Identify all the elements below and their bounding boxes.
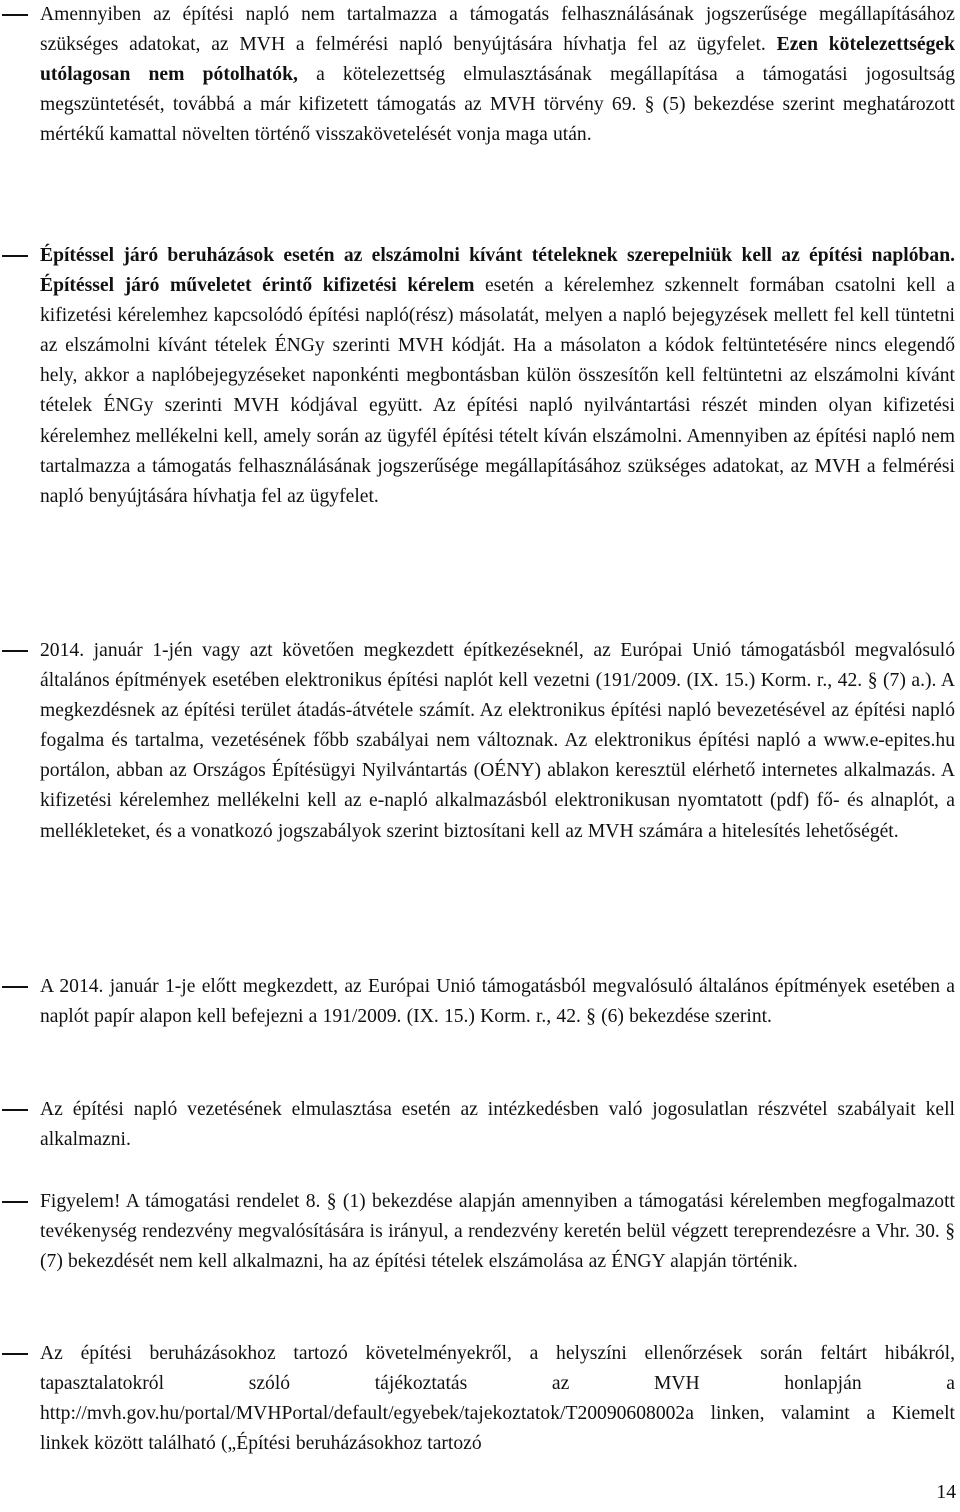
dash-bullet-icon	[2, 650, 28, 652]
page-number: 14	[936, 1482, 956, 1503]
paragraph: Építéssel járó beruházások esetén az elszámolni kívánt tételeknek szerepelniük kell az építési naplóban. Építéssel járó műveletet érintő kifizetési kérelem esetén a kérelemhez szkennelt formában csatolni kell a kifizetési kérelemhez kapcsolódó építési napló(rész) másolatát, melyen a napló bejegyzések mellett fel kell tüntetni az elszámolni kívánt tételek ÉNGy szerinti MVH kódját. Ha a másolaton a kódok feltüntetésére nincs elegendő hely, akkor a naplóbejegyzéseket naponkénti megbontásban külön összesítőn kell feltüntetni az elszámolni kívánt tételek ÉNGy szerinti MVH kódjával együtt. Az építési napló nyilvántartási részét minden olyan kifizetési kérelemhez mellékelni kell, amely során az ügyfél építési tételt kíván elszámolni. Amennyiben az építési napló nem tartalmazza a támogatás felhasználásának jogszerűsége megállapításához szükséges adatokat, az MVH a felmérési napló benyújtására hívhatja fel az ügyfelet.	[40, 245, 955, 507]
paragraph: Amennyiben az építési napló nem tartalmazza a támogatás felhasználásának jogszerűsége megállapításához szükséges adatokat, az MVH a felmérési napló benyújtására hívhatja fel az ügyfelet. Ezen kötelezettségek utólagosan nem pótolhatók, a kötelezettség elmulasztásának megállapítása a támogatási jogosultság megszüntetését, továbbá a már kifizetett támogatás az MVH törvény 69. § (5) bekezdése szerint meghatározott mértékű kamattal növelten történő visszakövetelését vonja maga után.	[40, 4, 955, 146]
list-item	[0, 636, 960, 847]
dash-bullet-icon	[2, 1201, 28, 1203]
list-item	[0, 0, 960, 150]
dash-bullet-icon	[2, 255, 28, 257]
paragraph: Figyelem! A támogatási rendelet 8. § (1) bekezdése alapján amennyiben a támogatási kérelemben megfogalmazott tevékenység rendezvény megvalósítására is irányul, a rendezvény keretén belül végzett tereprendezésre a Vhr. 30. § (7) bekezdését nem kell alkalmazni, ha az építési tételek elszámolása az ÉNGY alapján történik.	[40, 1191, 955, 1273]
list-item	[0, 1095, 960, 1155]
list-item	[0, 1187, 960, 1277]
dash-bullet-icon	[2, 1109, 28, 1111]
list-item	[0, 241, 960, 512]
list-item	[0, 972, 960, 1032]
paragraph: A 2014. január 1-je előtt megkezdett, az Európai Unió támogatásból megvalósuló általános építmények esetében a naplót papír alapon kell befejezni a 191/2009. (IX. 15.) Korm. r., 42. § (6) bekezdése szerint.	[40, 976, 955, 1028]
list-item	[0, 1339, 960, 1459]
paragraph: Az építési napló vezetésének elmulasztása esetén az intézkedésben való jogosulatlan részvétel szabályait kell alkalmazni.	[40, 1099, 955, 1151]
paragraph: 2014. január 1-jén vagy azt követően megkezdett építkezéseknél, az Európai Unió támogatásból megvalósuló általános építmények esetében elektronikus építési naplót kell vezetni (191/2009. (IX. 15.) Korm. r., 42. § (7) a.). A megkezdésnek az építési terület átadás-átvétele számít. Az elektronikus építési napló bevezetésével az építési napló fogalma és tartalma, vezetésének főbb szabályai nem változnak. Az elektronikus építési napló a www.e-epites.hu portálon, abban az Országos Építésügyi Nyilvántartás (OÉNY) ablakon keresztül elérhető internetes alkalmazás. A kifizetési kérelemhez mellékelni kell az e-napló alkalmazásból elektronikusan nyomtatott (pdf) fő- és alnaplót, a mellékleteket, és a vonatkozó jogszabályok szerint biztosítani kell az MVH számára a hitelesítés lehetőségét.	[40, 640, 955, 842]
paragraph: Az építési beruházásokhoz tartozó követelményekről, a helyszíni ellenőrzések során feltárt hibákról, tapasztalatokról szóló tájékoztatás az MVH honlapján a http://mvh.gov.hu/portal/MVHPortal/default/egyebek/tajekoztatok/T20090608002a linken, valamint a Kiemelt linkek között található („Építési beruházásokhoz tartozó	[40, 1343, 955, 1455]
dash-bullet-icon	[2, 986, 28, 988]
dash-bullet-icon	[2, 1353, 28, 1355]
dash-bullet-icon	[2, 14, 28, 16]
